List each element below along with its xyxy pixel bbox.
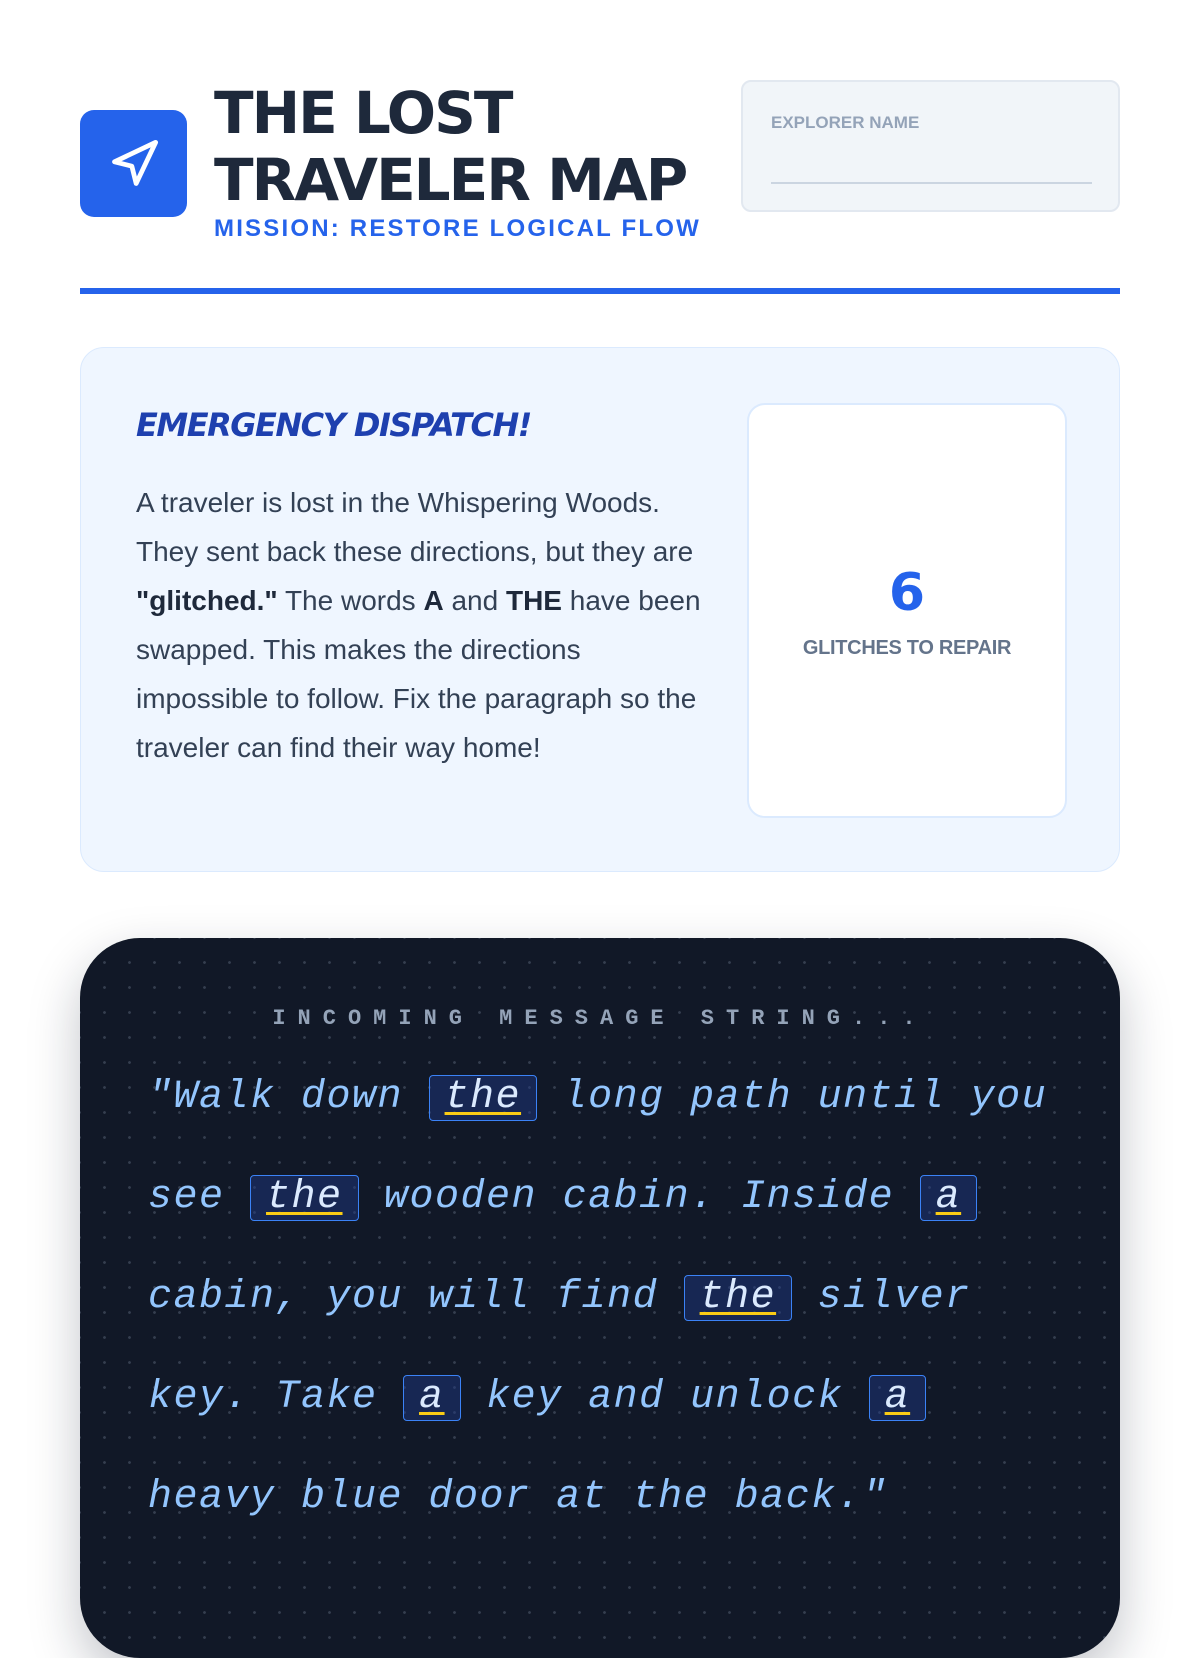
message-terminal (80, 938, 1120, 1658)
dispatch-panel (80, 347, 1120, 872)
message-text: long path until you see (148, 1075, 1048, 1220)
page-title: THE LOST TRAVELER MAP (214, 79, 687, 214)
navigation-arrow-icon (108, 138, 160, 190)
glitch-word[interactable]: a (403, 1375, 461, 1421)
explorer-name-card (741, 80, 1120, 212)
dispatch-emphasis: A (423, 585, 444, 616)
terminal-heading: INCOMING MESSAGE STRING... (272, 1006, 928, 1031)
dispatch-text: and (443, 585, 506, 616)
page-subtitle: MISSION: RESTORE LOGICAL FLOW (214, 215, 701, 242)
glitch-word[interactable]: a (869, 1375, 927, 1421)
dispatch-text: The words (277, 585, 424, 616)
explorer-name-label: EXPLORER NAME (771, 113, 920, 132)
header-divider (80, 288, 1120, 294)
message-text: wooden cabin. Inside (358, 1175, 920, 1220)
glitch-count-label: GLITCHES TO REPAIR (802, 637, 1012, 659)
dispatch-text: have been swapped. This makes the directions impossible to follow. Fix the paragraph so the traveler can find their way home! (136, 585, 701, 763)
glitch-word[interactable]: the (684, 1275, 793, 1321)
message-text: "Walk down (148, 1075, 429, 1120)
glitch-word[interactable]: the (429, 1075, 538, 1121)
logo-badge (80, 110, 187, 217)
message-text: key and unlock (460, 1375, 869, 1420)
glitch-counter-card (747, 403, 1067, 818)
dispatch-emphasis: "glitched." (136, 585, 278, 616)
message-text: heavy blue door at the back." (148, 1475, 888, 1520)
dispatch-text: A traveler is lost in the Whispering Woods. They sent back these directions, but they are (136, 487, 694, 567)
message-text: cabin, you will find (148, 1275, 684, 1320)
dispatch-emphasis: THE (505, 585, 562, 616)
dispatch-body (136, 478, 706, 772)
message-string (148, 1048, 1068, 1548)
glitch-word[interactable]: the (250, 1175, 359, 1221)
glitch-count: 6 (888, 563, 926, 623)
dispatch-title: EMERGENCY DISPATCH! (136, 406, 531, 444)
glitch-word[interactable]: a (920, 1175, 978, 1221)
message-text: silver key. Take (148, 1275, 971, 1420)
explorer-name-input[interactable] (771, 142, 1092, 184)
page-header (80, 80, 1120, 294)
